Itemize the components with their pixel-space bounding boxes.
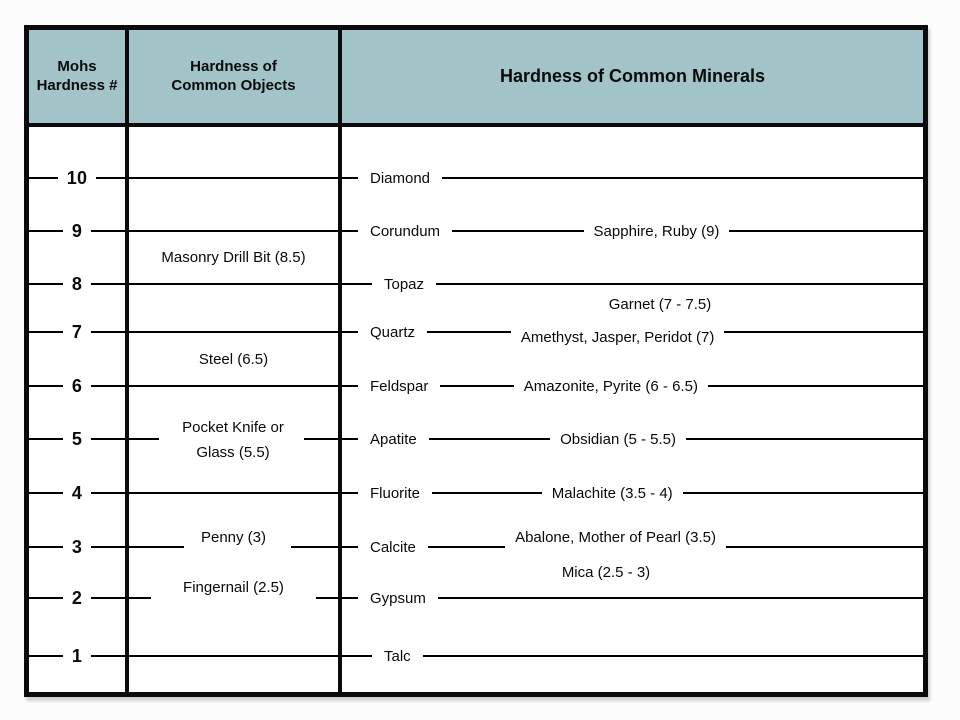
- scale-number-7: [29, 319, 125, 345]
- mineral-row-corundum: [342, 219, 923, 243]
- scale-number-6: [29, 373, 125, 399]
- mineral-label: Fluorite: [370, 484, 421, 502]
- tick-line: [91, 331, 125, 333]
- tick-line: [29, 655, 63, 657]
- header-row: [29, 30, 923, 127]
- mineral-row-topaz: [342, 272, 923, 296]
- header-common-minerals-label: Hardness of Common Minerals: [499, 65, 766, 86]
- mineral-label: Talc: [384, 647, 411, 665]
- mineral-label: Topaz: [384, 275, 425, 293]
- object-tick-line-8: [129, 283, 338, 285]
- mineral-row-calcite: [342, 528, 923, 559]
- mineral-row-gypsum: [342, 586, 923, 610]
- tick-line: [29, 385, 63, 387]
- mineral-label: Feldspar: [370, 377, 429, 395]
- tick-line: [440, 385, 513, 387]
- scale-number-3: [29, 534, 125, 560]
- tick-line: [436, 283, 923, 285]
- scale-number-1: [29, 643, 125, 669]
- tick-line: [91, 385, 125, 387]
- tick-line: [91, 438, 125, 440]
- hardness-number: 4: [71, 482, 83, 503]
- variety-label: Abalone, Mother of Pearl (3.5): [515, 528, 717, 546]
- tick-line: [91, 492, 125, 494]
- tick-line: [708, 385, 923, 387]
- tick-line: [342, 385, 358, 387]
- mineral-row-feldspar: [342, 374, 923, 398]
- scale-number-10: [29, 165, 125, 191]
- tick-line: [438, 597, 923, 599]
- header-mohs-hardness: [29, 30, 125, 123]
- mineral-row-fluorite: [342, 481, 923, 505]
- tick-line: [342, 230, 358, 232]
- hardness-number: 8: [71, 273, 83, 294]
- variety-label-garnet: Garnet (7 - 7.5): [608, 296, 712, 313]
- object-tick-line-7: [129, 331, 338, 333]
- tick-line: [96, 177, 125, 179]
- tick-line: [729, 230, 923, 232]
- mineral-label: Apatite: [370, 430, 417, 448]
- hardness-number: 10: [66, 167, 88, 188]
- tick-line: [452, 230, 583, 232]
- object-label-penny: Penny (3): [200, 529, 267, 546]
- scale-number-2: [29, 585, 125, 611]
- diagram-body: [29, 30, 923, 692]
- mineral-label: Calcite: [370, 538, 416, 556]
- tick-line: [91, 546, 125, 548]
- variety-label: Amazonite, Pyrite (6 - 6.5): [523, 377, 698, 395]
- tick-line: [91, 655, 125, 657]
- tick-line: [442, 177, 923, 179]
- tick-line: [29, 492, 63, 494]
- tick-line: [29, 331, 63, 333]
- tick-line: [29, 546, 63, 548]
- tick-line: [432, 492, 542, 494]
- tick-line: [429, 438, 550, 440]
- tick-line: [129, 438, 159, 440]
- hardness-number: 2: [71, 587, 83, 608]
- tick-line: [724, 331, 923, 333]
- hardness-number: 5: [71, 428, 83, 449]
- tick-line: [342, 283, 372, 285]
- tick-line: [29, 438, 63, 440]
- header-common-minerals: [342, 30, 923, 123]
- mineral-label: Quartz: [370, 323, 416, 341]
- scale-number-5: [29, 426, 125, 452]
- mineral-label: Corundum: [370, 222, 441, 240]
- tick-line: [428, 546, 505, 548]
- hardness-number: 3: [71, 536, 83, 557]
- object-tick-line-9: [129, 230, 338, 232]
- tick-line: [29, 283, 63, 285]
- tick-line: [304, 438, 338, 440]
- scale-number-4: [29, 480, 125, 506]
- tick-line: [686, 438, 923, 440]
- tick-line: [29, 230, 63, 232]
- tick-line: [342, 177, 358, 179]
- tick-line: [342, 655, 372, 657]
- tick-line: [91, 230, 125, 232]
- header-mohs-hardness-label: Mohs Hardness #: [36, 58, 118, 94]
- tick-line: [683, 492, 923, 494]
- mineral-label: Diamond: [370, 169, 431, 187]
- tick-line: [29, 177, 58, 179]
- mineral-row-talc: [342, 644, 923, 668]
- tick-line: [427, 331, 511, 333]
- header-common-objects-label: Hardness of Common Objects: [171, 58, 296, 94]
- diagram-table: [24, 25, 928, 697]
- variety-label: Obsidian (5 - 5.5): [560, 430, 676, 448]
- tick-line: [29, 597, 63, 599]
- tick-line: [91, 597, 125, 599]
- hardness-number: 7: [71, 321, 83, 342]
- variety-label-mica: Mica (2.5 - 3): [561, 564, 651, 581]
- hardness-number: 6: [71, 375, 83, 396]
- object-tick-line-10: [129, 177, 338, 179]
- tick-line: [91, 283, 125, 285]
- scale-number-9: [29, 218, 125, 244]
- tick-line: [342, 438, 358, 440]
- object-label-masonry-drill-bit: Masonry Drill Bit (8.5): [161, 249, 306, 266]
- object-tick-line-4: [129, 492, 338, 494]
- variety-label: Sapphire, Ruby (9): [593, 222, 720, 240]
- mineral-row-apatite: [342, 427, 923, 451]
- hardness-number: 1: [71, 645, 83, 666]
- tick-line: [342, 597, 358, 599]
- mineral-row-quartz: [342, 320, 923, 344]
- tick-line: [342, 546, 358, 548]
- mineral-row-diamond: [342, 166, 923, 190]
- variety-label: Amethyst, Jasper, Peridot (7): [520, 328, 715, 346]
- object-tick-line-1: [129, 655, 338, 657]
- tick-line: [423, 655, 923, 657]
- hardness-number: 9: [71, 220, 83, 241]
- object-label-pocket-knife: Pocket Knife or Glass (5.5): [182, 419, 284, 461]
- variety-label: Malachite (3.5 - 4): [551, 484, 673, 502]
- object-label-steel: Steel (6.5): [198, 351, 269, 368]
- tick-line: [342, 331, 358, 333]
- object-label-fingernail: Fingernail (2.5): [183, 579, 284, 596]
- object-tick-line-6: [129, 385, 338, 387]
- mineral-label: Gypsum: [370, 589, 426, 607]
- scale-number-8: [29, 271, 125, 297]
- tick-line: [342, 492, 358, 494]
- tick-line: [726, 546, 923, 548]
- header-common-objects: [129, 30, 338, 123]
